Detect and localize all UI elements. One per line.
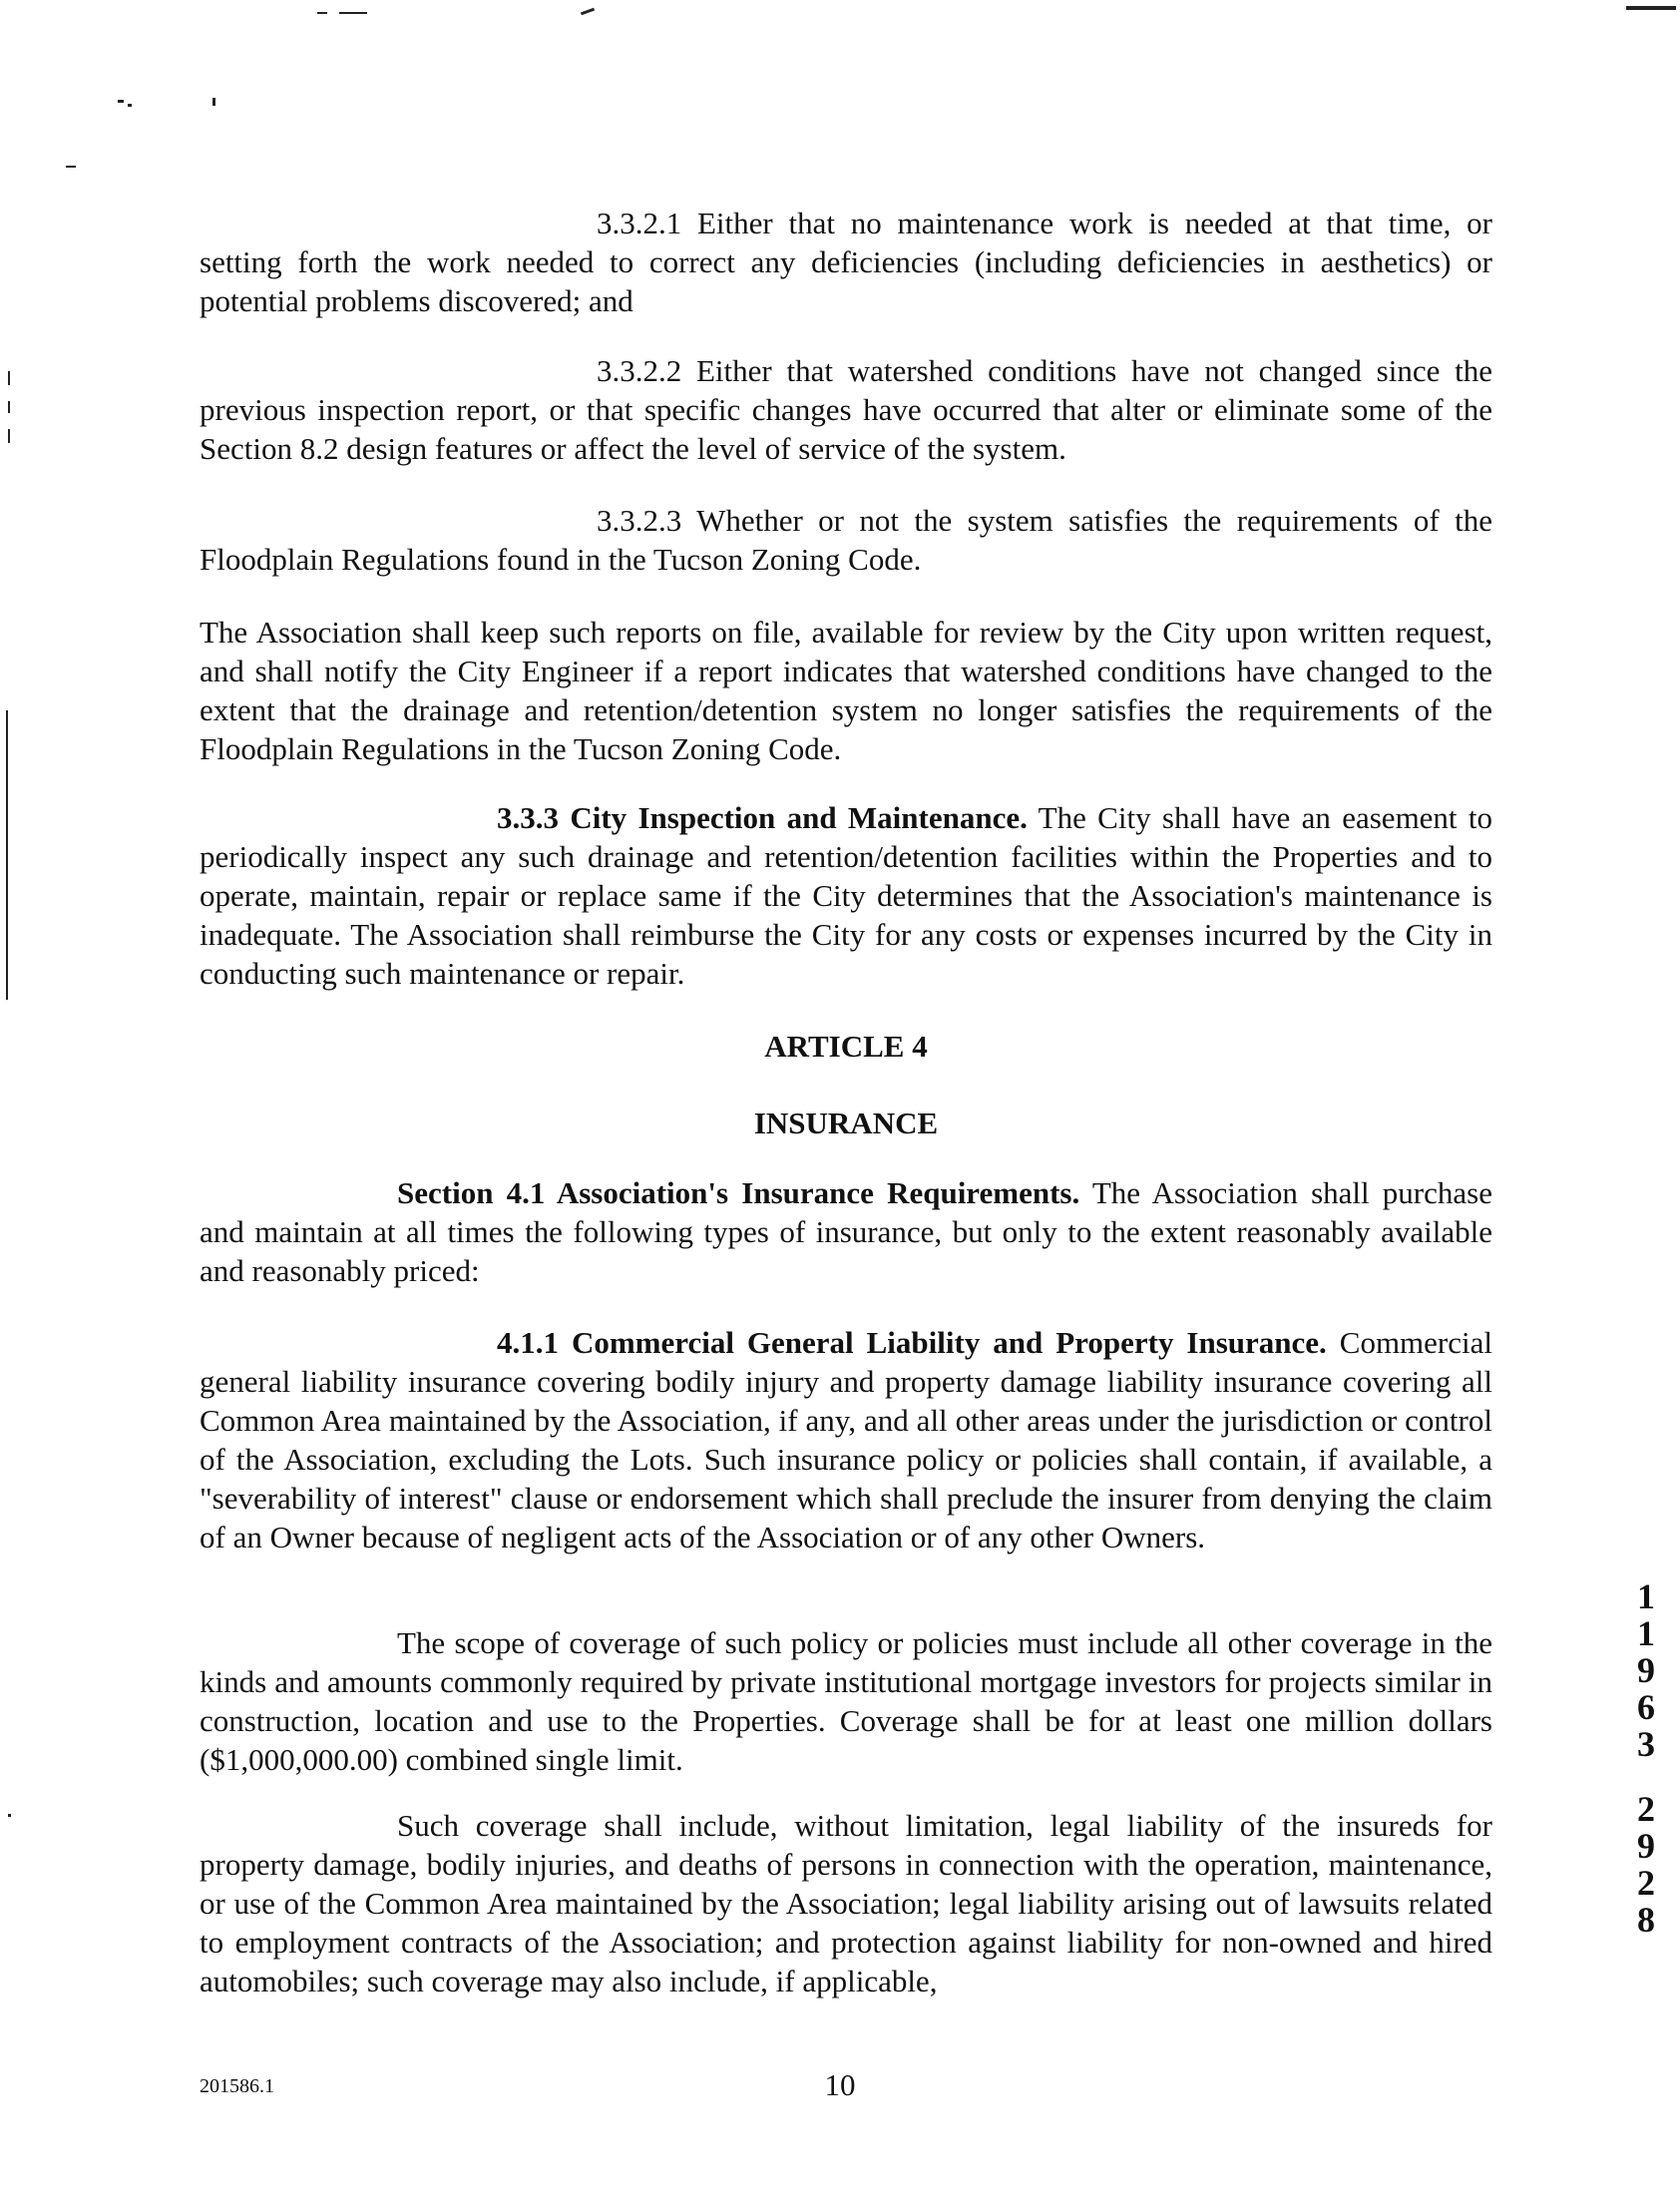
paragraph-coverage-scope: The scope of coverage of such policy or policies must include all other coverage in the kinds and amounts commonly required by private institutional mortgage investors for projects similar in construction, location and use to the Properties. Coverage shall be for at least one million dollars ($1,000,000.00) combined single limit. — [200, 1625, 1492, 1777]
recording-number-stamp — [1626, 1578, 1666, 1939]
paragraph-3-3-2-3: 3.3.2.3 Whether or not the system satisfies the requirements of the Floodplain Regulations found in the Tucson Zoning Code. — [200, 503, 1492, 577]
paragraph-4-1-1 — [200, 1323, 1492, 1556]
paragraph-3-3-2-2: 3.3.2.2 Either that watershed conditions have not changed since the previous inspection report, or that specific changes have occurred that alter or eliminate some of the Section 8.2 design features or affect the level of service of the system. — [200, 353, 1492, 466]
scan-artifact — [581, 8, 595, 16]
paragraph-reports: The Association shall keep such reports on file, available for review by the City upon written request, and shall notify the City Engineer if a report indicates that watershed conditions have changed to the extent that the drainage and retention/detention system no longer satisfies the requirements of the Floodplain Regulations in the Tucson Zoning Code. — [200, 615, 1492, 766]
stamp-digit: 9 — [1637, 1650, 1655, 1690]
paragraph-3-3-2-1: 3.3.2.1 Either that no maintenance work is needed at that time, or setting forth the work needed to correct any deficiencies (including deficiencies in aesthetics) or potential problems discovered; and — [200, 206, 1492, 318]
article-number: ARTICLE 4 — [764, 1029, 928, 1064]
scan-artifact — [8, 401, 10, 413]
scan-artifact — [317, 12, 327, 14]
margin-line — [6, 710, 8, 1000]
scan-artifact — [66, 166, 76, 168]
stamp-digit: 1 — [1637, 1613, 1655, 1653]
paragraph-3-3-3 — [200, 798, 1492, 993]
section-3-3-3-body: The City shall have an easement to periodically inspect any such drainage and retention/detention facilities within the Properties and to operate, maintain, repair or replace same if the City determines that the Association's maintenance is inadequate. The Association shall reimburse the City for any costs or expenses incurred by the City in conducting such maintenance or repair. — [200, 800, 1492, 991]
scan-artifact — [128, 104, 132, 107]
document-id: 201586.1 — [200, 2075, 274, 2097]
scan-artifact — [8, 371, 10, 385]
scan-artifact — [339, 12, 367, 14]
paragraph-section-4-1 — [200, 1173, 1492, 1290]
scan-artifact — [212, 98, 215, 106]
stamp-digit: 8 — [1637, 1900, 1655, 1940]
stamp-gap — [1626, 1763, 1666, 1791]
section-4-1-heading: Section 4.1 Association's Insurance Requirements. — [397, 1175, 1080, 1210]
scan-artifact — [1626, 6, 1676, 10]
stamp-digit: 1 — [1637, 1576, 1655, 1616]
stamp-digit: 2 — [1637, 1789, 1655, 1829]
paragraph-coverage-include: Such coverage shall include, without limitation, legal liability of the insureds for property damage, bodily injuries, and deaths of persons in connection with the operation, maintenance, or use of the Common Area maintained by the Association; legal liability arising out of lawsuits related to employment contracts of the Association; and protection against liability for non-owned and hired automobiles; such coverage may also include, if applicable, — [200, 1808, 1492, 1998]
stamp-digit: 3 — [1637, 1724, 1655, 1764]
section-3-3-3-heading: 3.3.3 City Inspection and Maintenance. — [497, 800, 1028, 835]
stamp-digit: 2 — [1637, 1863, 1655, 1903]
stamp-digit: 6 — [1637, 1687, 1655, 1727]
scan-artifact — [118, 100, 124, 103]
section-4-1-1-heading: 4.1.1 Commercial General Liability and Property Insurance. — [497, 1325, 1327, 1360]
stamp-digit: 9 — [1637, 1826, 1655, 1866]
section-4-1-body: The Association shall purchase and maintain at all times the following types of insurance, but only to the extent reasonably available and reasonably priced: — [200, 1175, 1492, 1288]
article-title: INSURANCE — [753, 1106, 939, 1140]
section-4-1-1-body: Commercial general liability insurance covering bodily injury and property damage liability insurance covering all Common Area maintained by the Association, if any, and all other areas under the jurisdiction or control of the Association, excluding the Lots. Such insurance policy or policies shall contain, if available, a "severability of interest" clause or endorsement which shall preclude the insurer from denying the claim of an Owner because of negligent acts of the Association or of any other Owners. — [200, 1325, 1492, 1554]
scan-artifact — [8, 429, 10, 443]
page-number: 10 — [824, 2067, 856, 2102]
scan-artifact — [8, 1814, 11, 1817]
